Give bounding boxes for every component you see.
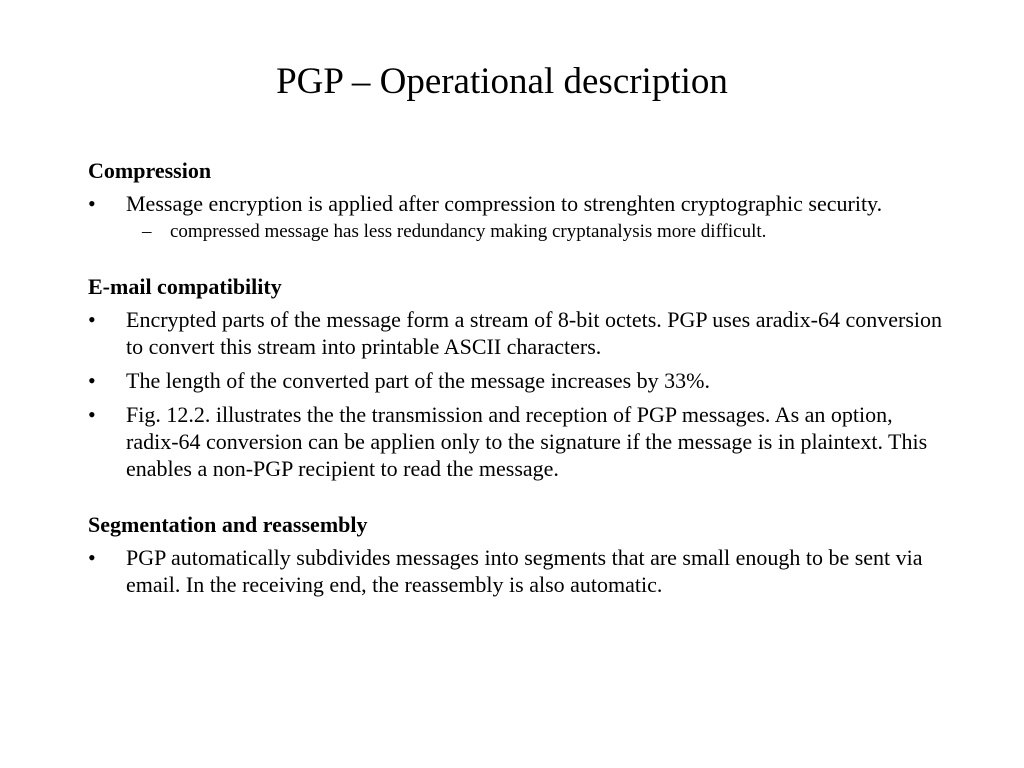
bullet-list (88, 544, 948, 598)
section-heading: E-mail compatibility (88, 274, 282, 299)
slide-content (88, 157, 948, 627)
bullet-marker: • (88, 402, 96, 427)
bullet-marker: • (88, 368, 96, 393)
bullet-item (88, 544, 948, 598)
sub-bullet-list (126, 220, 948, 244)
bullet-text: Fig. 12.2. illustrates the the transmission and reception of PGP messages. As an option, radix-64 conversion can be applien only to the signature if the message is in plaintext. This enables a non-PGP recipient to read the message. (126, 402, 928, 481)
section-compression (88, 157, 948, 244)
sub-bullet-item (126, 220, 948, 244)
section-email-compatibility (88, 273, 948, 482)
section-heading: Compression (88, 158, 212, 183)
bullet-text: Encrypted parts of the message form a stream of 8-bit octets. PGP uses aradix-64 conversion to convert this stream into printable ASCII characters. (126, 307, 943, 359)
slide-title: PGP – Operational description (276, 61, 728, 102)
sub-bullet-text: compressed message has less redundancy making cryptanalysis more difficult. (170, 221, 767, 242)
bullet-marker: • (88, 307, 96, 332)
bullet-item (88, 401, 948, 482)
bullet-list (88, 306, 948, 482)
bullet-text: Message encryption is applied after compression to strenghten cryptographic security. (126, 191, 883, 216)
section-segmentation (88, 511, 948, 598)
bullet-marker: • (88, 191, 96, 216)
bullet-marker: • (88, 545, 96, 570)
bullet-list (88, 190, 948, 244)
bullet-text: The length of the converted part of the message increases by 33%. (126, 368, 711, 393)
bullet-text: PGP automatically subdivides messages into segments that are small enough to be sent via email. In the receiving end, the reassembly is also automatic. (126, 545, 923, 597)
sub-bullet-marker: – (142, 221, 152, 242)
section-heading: Segmentation and reassembly (88, 512, 368, 537)
bullet-item (88, 367, 948, 394)
bullet-item (88, 306, 948, 360)
bullet-item (88, 190, 948, 244)
